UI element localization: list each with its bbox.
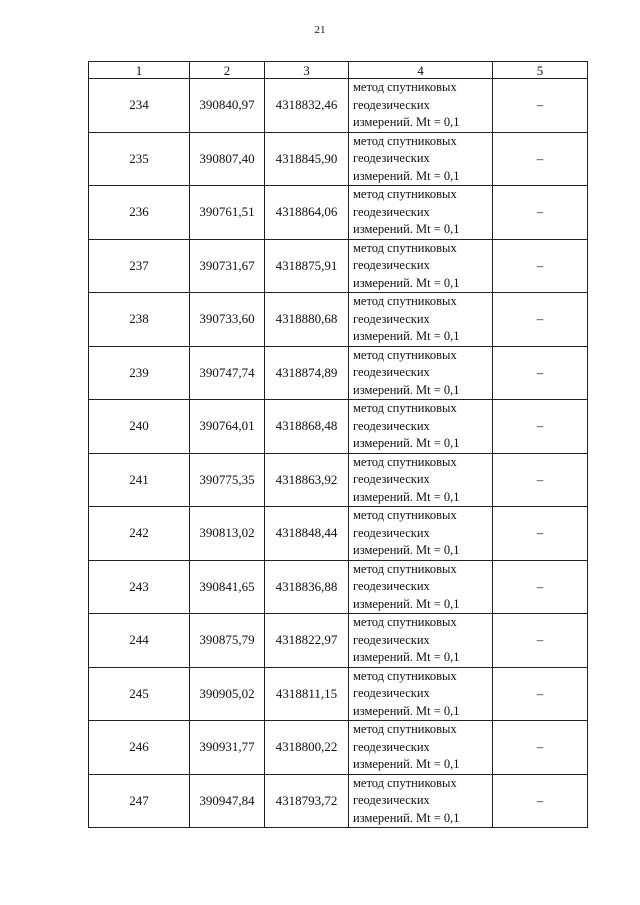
method-line-3: измерений. Mt = 0,1	[353, 275, 460, 290]
table-row	[89, 560, 588, 614]
coordinate-y: 4318864,06	[265, 186, 349, 240]
method-line-1: метод спутниковых	[353, 294, 457, 308]
coordinate-x: 390733,60	[190, 293, 265, 347]
note-cell: –	[493, 560, 588, 614]
method-line-3: измерений. Mt = 0,1	[353, 436, 460, 450]
table-row	[89, 239, 588, 293]
coordinate-x: 390775,35	[190, 453, 265, 507]
table-row	[89, 614, 588, 668]
point-number: 244	[89, 614, 190, 668]
table-row	[89, 400, 588, 454]
point-number: 245	[89, 667, 190, 721]
coordinate-x: 390947,84	[190, 774, 265, 828]
coordinate-y: 4318822,97	[265, 614, 349, 668]
method-cell	[349, 507, 493, 561]
note-cell: –	[493, 614, 588, 668]
method-cell	[349, 774, 493, 828]
note-cell: –	[493, 507, 588, 561]
method-cell	[349, 132, 493, 186]
coordinate-x: 390875,79	[190, 614, 265, 668]
method-line-2: геодезических	[353, 258, 430, 272]
method-cell	[349, 346, 493, 400]
coordinate-x: 390761,51	[190, 186, 265, 240]
table-row	[89, 667, 588, 721]
method-line-2: геодезических	[353, 739, 430, 754]
method-line-3: измерений. Mt = 0,1	[353, 329, 460, 343]
point-number: 239	[89, 346, 190, 400]
method-line-2: геодезических	[353, 418, 430, 433]
method-cell	[349, 614, 493, 668]
note-cell: –	[493, 293, 588, 347]
method-line-1: метод спутниковых	[353, 508, 457, 522]
coordinate-x: 390931,77	[190, 721, 265, 775]
method-line-2: геодезических	[353, 686, 430, 700]
point-number: 240	[89, 400, 190, 454]
point-number: 243	[89, 560, 190, 614]
coordinate-y: 4318880,68	[265, 293, 349, 347]
method-line-2: геодезических	[353, 579, 430, 593]
method-line-3: измерений. Mt = 0,1	[353, 543, 460, 557]
method-line-2: геодезических	[353, 204, 430, 219]
method-line-3: измерений. Mt = 0,1	[353, 382, 460, 397]
coordinate-x: 390747,74	[190, 346, 265, 400]
method-line-2: геодезических	[353, 793, 430, 807]
note-cell: –	[493, 239, 588, 293]
method-cell	[349, 186, 493, 240]
method-line-1: метод спутниковых	[353, 668, 457, 683]
method-line-2: геодезических	[353, 311, 430, 326]
method-line-1: метод спутниковых	[353, 133, 457, 148]
point-number: 246	[89, 721, 190, 775]
method-line-2: геодезических	[353, 632, 430, 647]
method-line-3: измерений. Mt = 0,1	[353, 596, 460, 611]
header-row	[89, 62, 588, 79]
note-cell: –	[493, 774, 588, 828]
method-line-3: измерений. Mt = 0,1	[353, 703, 460, 718]
header-col-3: 3	[265, 62, 349, 79]
method-line-2: геодезических	[353, 525, 430, 540]
point-number: 234	[89, 79, 190, 133]
method-line-1: метод спутниковых	[353, 187, 457, 201]
point-number: 242	[89, 507, 190, 561]
table-body	[89, 79, 588, 828]
coordinate-x: 390764,01	[190, 400, 265, 454]
note-cell: –	[493, 400, 588, 454]
method-line-3: измерений. Mt = 0,1	[353, 222, 460, 236]
method-cell	[349, 453, 493, 507]
method-line-3: измерений. Mt = 0,1	[353, 489, 460, 504]
method-line-2: геодезических	[353, 97, 430, 112]
method-line-3: измерений. Mt = 0,1	[353, 115, 460, 129]
coordinate-x: 390731,67	[190, 239, 265, 293]
table-row	[89, 293, 588, 347]
method-line-3: измерений. Mt = 0,1	[353, 757, 460, 771]
table-row	[89, 507, 588, 561]
coordinate-x: 390807,40	[190, 132, 265, 186]
coordinate-y: 4318811,15	[265, 667, 349, 721]
method-line-1: метод спутниковых	[353, 347, 457, 362]
header-col-5: 5	[493, 62, 588, 79]
method-line-2: геодезических	[353, 151, 430, 165]
table-row	[89, 346, 588, 400]
method-line-1: метод спутниковых	[353, 775, 457, 790]
method-line-1: метод спутниковых	[353, 240, 457, 255]
note-cell: –	[493, 346, 588, 400]
method-cell	[349, 239, 493, 293]
coordinate-x: 390813,02	[190, 507, 265, 561]
method-line-3: измерений. Mt = 0,1	[353, 810, 460, 825]
method-line-2: геодезических	[353, 365, 430, 379]
coordinate-y: 4318845,90	[265, 132, 349, 186]
coordinate-y: 4318863,92	[265, 453, 349, 507]
method-cell	[349, 79, 493, 133]
method-line-1: метод спутниковых	[353, 561, 457, 576]
coordinate-y: 4318874,89	[265, 346, 349, 400]
method-cell	[349, 721, 493, 775]
coordinate-y: 4318836,88	[265, 560, 349, 614]
point-number: 247	[89, 774, 190, 828]
coordinate-x: 390840,97	[190, 79, 265, 133]
coordinate-y: 4318832,46	[265, 79, 349, 133]
coordinate-y: 4318800,22	[265, 721, 349, 775]
header-col-2: 2	[190, 62, 265, 79]
note-cell: –	[493, 667, 588, 721]
method-line-1: метод спутниковых	[353, 722, 457, 736]
method-cell	[349, 667, 493, 721]
coordinate-y: 4318868,48	[265, 400, 349, 454]
method-line-1: метод спутниковых	[353, 401, 457, 415]
method-cell	[349, 560, 493, 614]
coordinate-y: 4318848,44	[265, 507, 349, 561]
point-number: 238	[89, 293, 190, 347]
table-row	[89, 186, 588, 240]
note-cell: –	[493, 132, 588, 186]
method-line-2: геодезических	[353, 472, 430, 486]
coordinate-x: 390841,65	[190, 560, 265, 614]
coordinates-table	[88, 61, 588, 828]
point-number: 235	[89, 132, 190, 186]
table-row	[89, 721, 588, 775]
coordinate-y: 4318793,72	[265, 774, 349, 828]
point-number: 237	[89, 239, 190, 293]
note-cell: –	[493, 186, 588, 240]
method-cell	[349, 293, 493, 347]
point-number: 236	[89, 186, 190, 240]
table-row	[89, 132, 588, 186]
method-line-1: метод спутниковых	[353, 454, 457, 469]
coordinate-y: 4318875,91	[265, 239, 349, 293]
header-col-4: 4	[349, 62, 493, 79]
method-line-1: метод спутниковых	[353, 615, 457, 629]
table-row	[89, 79, 588, 133]
method-cell	[349, 400, 493, 454]
method-line-1: метод спутниковых	[353, 80, 457, 94]
coordinate-x: 390905,02	[190, 667, 265, 721]
table-row	[89, 774, 588, 828]
method-line-3: измерений. Mt = 0,1	[353, 650, 460, 664]
page-number: 21	[314, 24, 326, 36]
note-cell: –	[493, 453, 588, 507]
method-line-3: измерений. Mt = 0,1	[353, 168, 460, 183]
table-row	[89, 453, 588, 507]
note-cell: –	[493, 721, 588, 775]
header-col-1: 1	[89, 62, 190, 79]
point-number: 241	[89, 453, 190, 507]
note-cell: –	[493, 79, 588, 133]
